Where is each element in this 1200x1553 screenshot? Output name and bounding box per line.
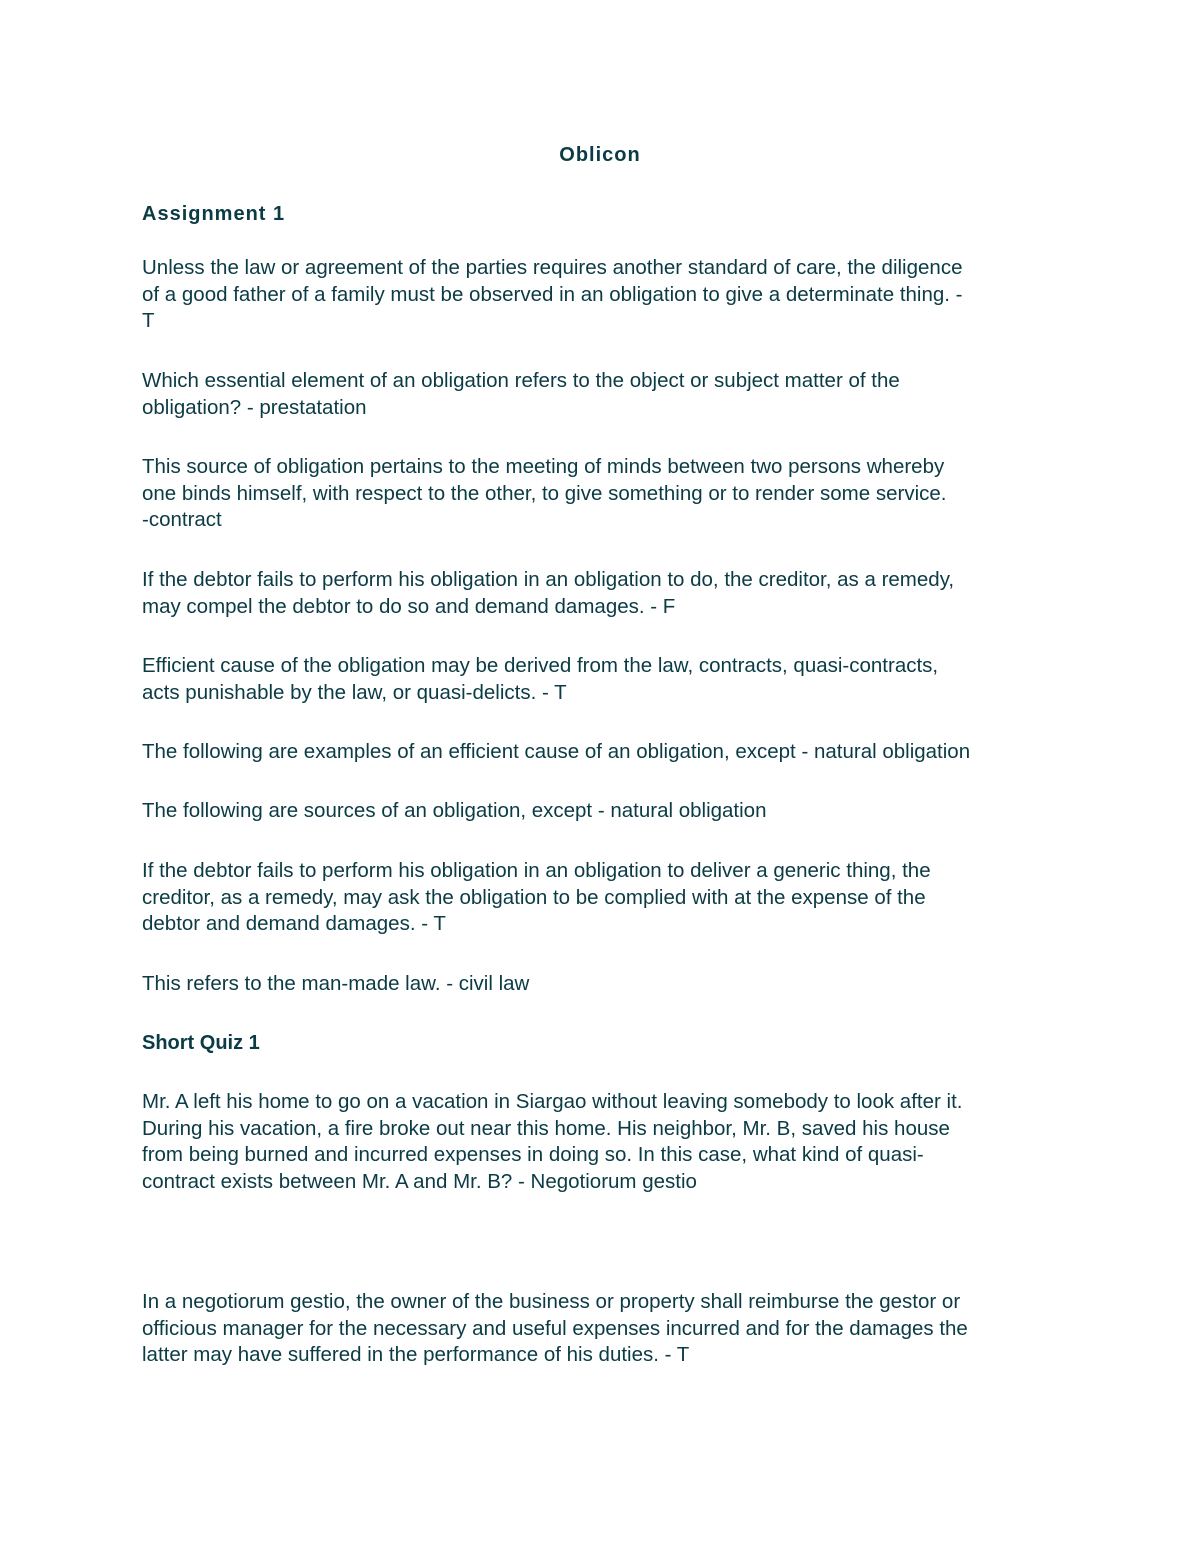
assignment-item-3: This source of obligation pertains to the meeting of minds between two persons whereby one binds himself, with respect to the other, to give something or to render some service. -contract [142,455,947,531]
quiz-item-1: Mr. A left his home to go on a vacation in Siargao without leaving somebody to look after it. During his vacation, a fire broke out near this home. His neighbor, Mr. B, saved his house from being burned and incurred expenses in doing so. In this case, what kind of quasi- contract exists between Mr. A and Mr. B? - Negotiorum gestio [142,1090,963,1193]
assignment-item-1: Unless the law or agreement of the parties requires another standard of care, the diligence of a good father of a family must be observed in an obligation to give a determinate thing. - T [142,256,963,332]
assignment-item-7: The following are sources of an obligation, except - natural obligation [142,799,767,822]
quiz-heading: Short Quiz 1 [142,1032,260,1054]
assignment-item-6: The following are examples of an efficient cause of an obligation, except - natural obligation [142,740,971,763]
document-title: Oblicon [559,144,641,166]
assignment-item-9: This refers to the man-made law. - civil law [142,972,530,995]
assignment-item-5: Efficient cause of the obligation may be derived from the law, contracts, quasi-contracts, acts punishable by the law, or quasi-delicts. - T [142,654,939,704]
assignment-heading: Assignment 1 [142,203,286,225]
quiz-item-2: In a negotiorum gestio, the owner of the business or property shall reimburse the gestor or officious manager for the necessary and useful expenses incurred and for the damages the latter may have suffered in the performance of his duties. - T [142,1290,968,1366]
assignment-item-4: If the debtor fails to perform his obligation in an obligation to do, the creditor, as a remedy, may compel the debtor to do so and demand damages. - F [142,568,955,618]
assignment-item-2: Which essential element of an obligation refers to the object or subject matter of the obligation? - prestatation [142,369,900,419]
assignment-item-8: If the debtor fails to perform his obligation in an obligation to deliver a generic thing, the creditor, as a remedy, may ask the obligation to be complied with at the expense of the debtor and demand damages. - T [142,859,931,935]
